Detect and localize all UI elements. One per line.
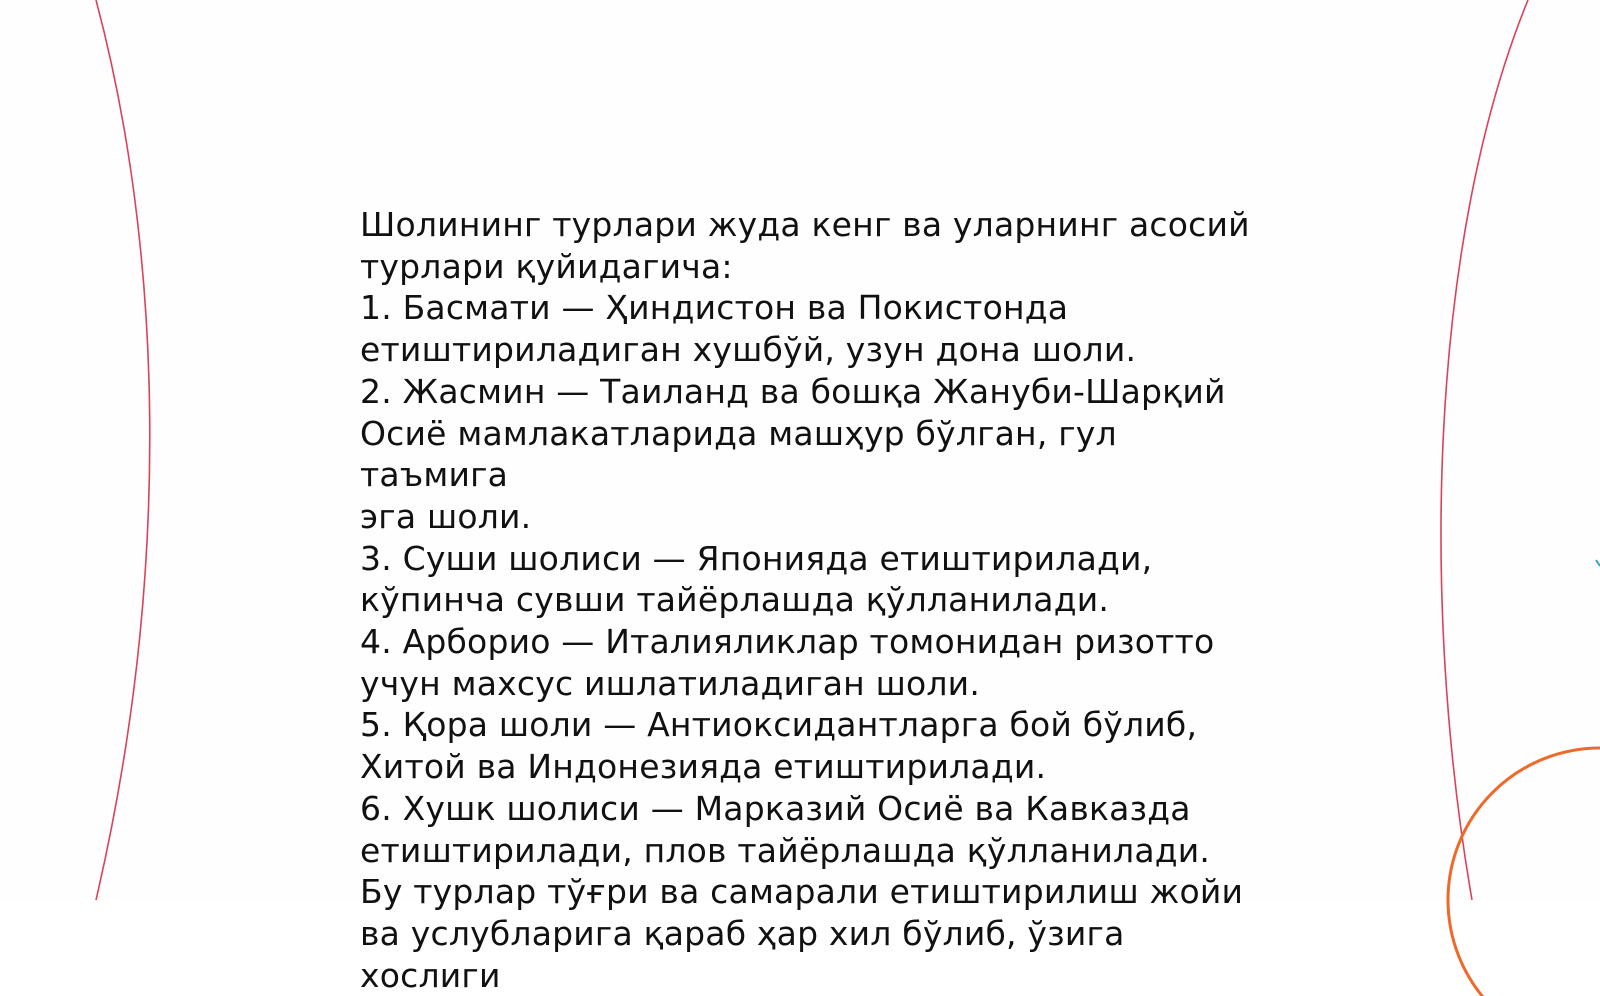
text-line: Шолининг турлари жуда кенг ва уларнинг асосий xyxy=(360,205,1250,244)
list-item: 1. Басмати — Ҳиндистон ва Покистонда xyxy=(360,288,1069,328)
text-line: Хитой ва Индонезияда етиштирилади. xyxy=(360,747,1047,787)
list-item: 4. Арборио — Италияликлар томонидан ризотто xyxy=(360,622,1215,662)
list-item: 2. Жасмин — Таиланд ва бошқа Жануби-Шарқий xyxy=(360,371,1226,411)
text-line: ва услубларига қараб ҳар хил бўлиб, ўзига хослиги xyxy=(360,913,1125,995)
list-item: 3. Суши шолиси — Японияда етиштирилади, xyxy=(360,538,1153,578)
text-line: етиштирилади, плов тайёрлашда қўлланилади. xyxy=(360,830,1211,870)
text-line: эга шоли. xyxy=(360,496,532,536)
text-line: Бу турлар тўғри ва самарали етиштирилиш жойи xyxy=(360,872,1244,912)
left-curve-decoration xyxy=(96,0,150,900)
body-text xyxy=(360,204,1260,996)
text-line: учун махсус ишлатиладиган шоли. xyxy=(360,663,981,703)
list-item: 5. Қора шоли — Антиоксидантларга бой бўлиб, xyxy=(360,705,1198,745)
text-line: кўпинча сувши тайёрлашда қўлланилади. xyxy=(360,580,1110,620)
right-edge-mark xyxy=(1596,560,1600,566)
list-item: 6. Хушк шолиси — Марказий Осиё ва Кавказда xyxy=(360,788,1191,828)
text-line: турлари қуйидагича: xyxy=(360,246,733,286)
text-line: етиштириладиган хушбўй, узун дона шоли. xyxy=(360,330,1137,370)
orange-circle-decoration xyxy=(1448,748,1600,996)
text-line: Осиё мамлакатларида машҳур бўлган, гул таъмига xyxy=(360,413,1117,495)
right-curve-decoration xyxy=(1441,0,1528,900)
